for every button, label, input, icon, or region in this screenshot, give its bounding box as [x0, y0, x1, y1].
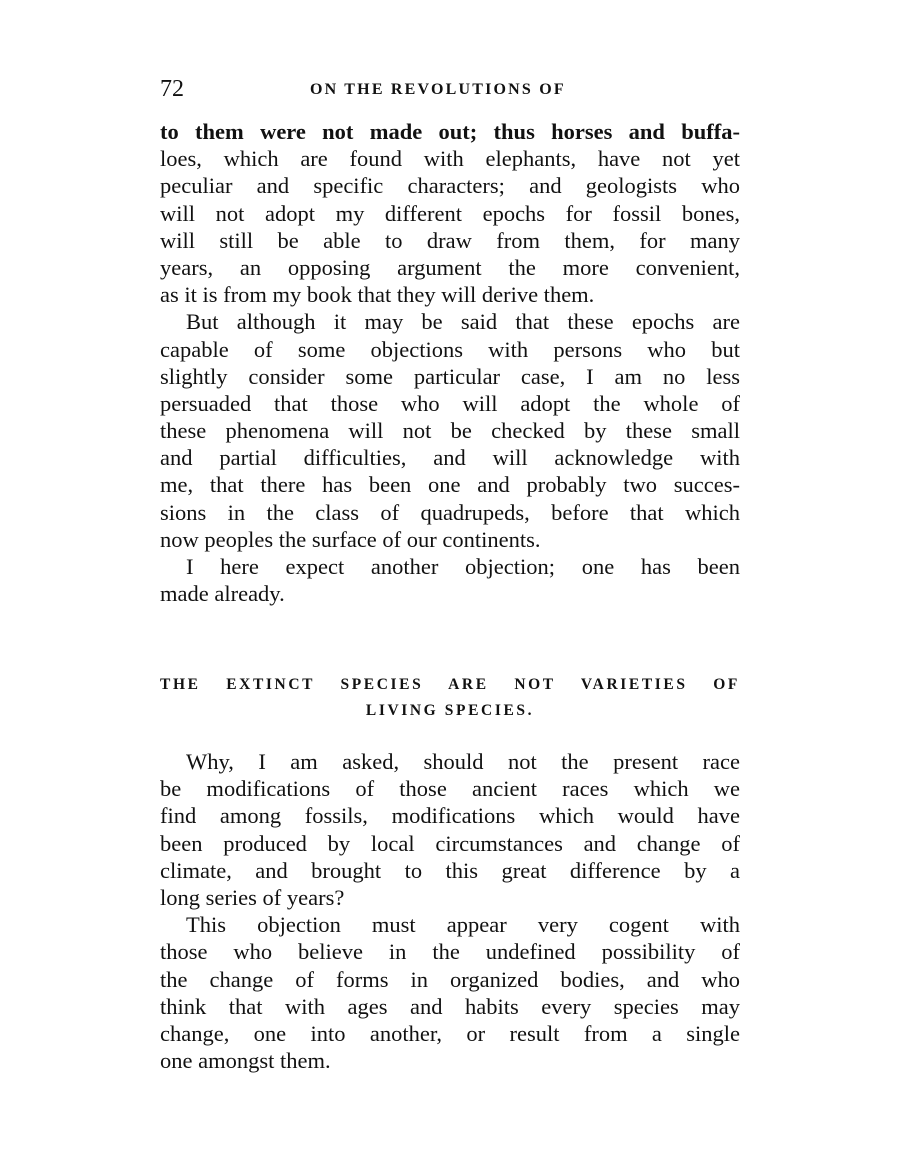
section-heading [160, 672, 740, 724]
text-line: will still be able to draw from them, for many [160, 227, 740, 253]
text-line: me, that there has been one and probably two succes- [160, 472, 740, 498]
text-line: find among fossils, modifications which would have [160, 803, 740, 829]
text-line: think that with ages and habits every species may [160, 993, 740, 1019]
text-line: I here expect another objection; one has been [186, 554, 740, 579]
text-line: the change of forms in organized bodies, and who [160, 966, 740, 992]
section-heading-line: LIVING SPECIES. [365, 702, 535, 719]
text-block-2 [160, 748, 740, 1074]
text-line: years, an opposing argument the more convenient, [160, 254, 740, 280]
text-line: been produced by local circumstances and change of [160, 830, 740, 856]
running-title: ON THE REVOLUTIONS OF [310, 81, 566, 98]
text-line: these phenomena will not be checked by these small [160, 418, 740, 444]
text-line: now peoples the surface of our continents. [160, 526, 541, 552]
text-line: But although it may be said that these epochs are [186, 309, 740, 335]
text-line: long series of years? [160, 884, 345, 910]
text-line: one amongst them. [160, 1048, 331, 1074]
text-line: will not adopt my different epochs for fossil bones, [160, 200, 740, 226]
text-line: persuaded that those who will adopt the whole of [160, 390, 740, 416]
section-heading-line: THE EXTINCT SPECIES ARE NOT VARIETIES OF [160, 676, 740, 693]
text-line: to them were not made out; thus horses and buffa- [160, 119, 740, 144]
text-line: peculiar and specific characters; and geologists who [160, 173, 740, 199]
text-line: change, one into another, or result from a single [160, 1020, 740, 1046]
text-line: made already. [160, 581, 285, 607]
text-line: Why, I am asked, should not the present race [186, 749, 740, 774]
text-line: be modifications of those ancient races which we [160, 776, 740, 802]
text-line: slightly consider some particular case, I am no less [160, 363, 740, 389]
text-block-1 [160, 118, 740, 607]
text-line: and partial difficulties, and will acknowledge with [160, 445, 740, 471]
text-line: as it is from my book that they will derive them. [160, 282, 595, 308]
text-line: capable of some objections with persons who but [160, 336, 740, 362]
text-line: those who believe in the undefined possibility of [160, 939, 740, 965]
page-number: 72 [160, 76, 184, 102]
text-line: sions in the class of quadrupeds, before that which [160, 499, 740, 525]
text-line: loes, which are found with elephants, have not yet [160, 146, 740, 172]
text-line: climate, and brought to this great difference by a [160, 857, 740, 883]
text-line: This objection must appear very cogent with [186, 912, 740, 938]
running-head [160, 74, 740, 104]
